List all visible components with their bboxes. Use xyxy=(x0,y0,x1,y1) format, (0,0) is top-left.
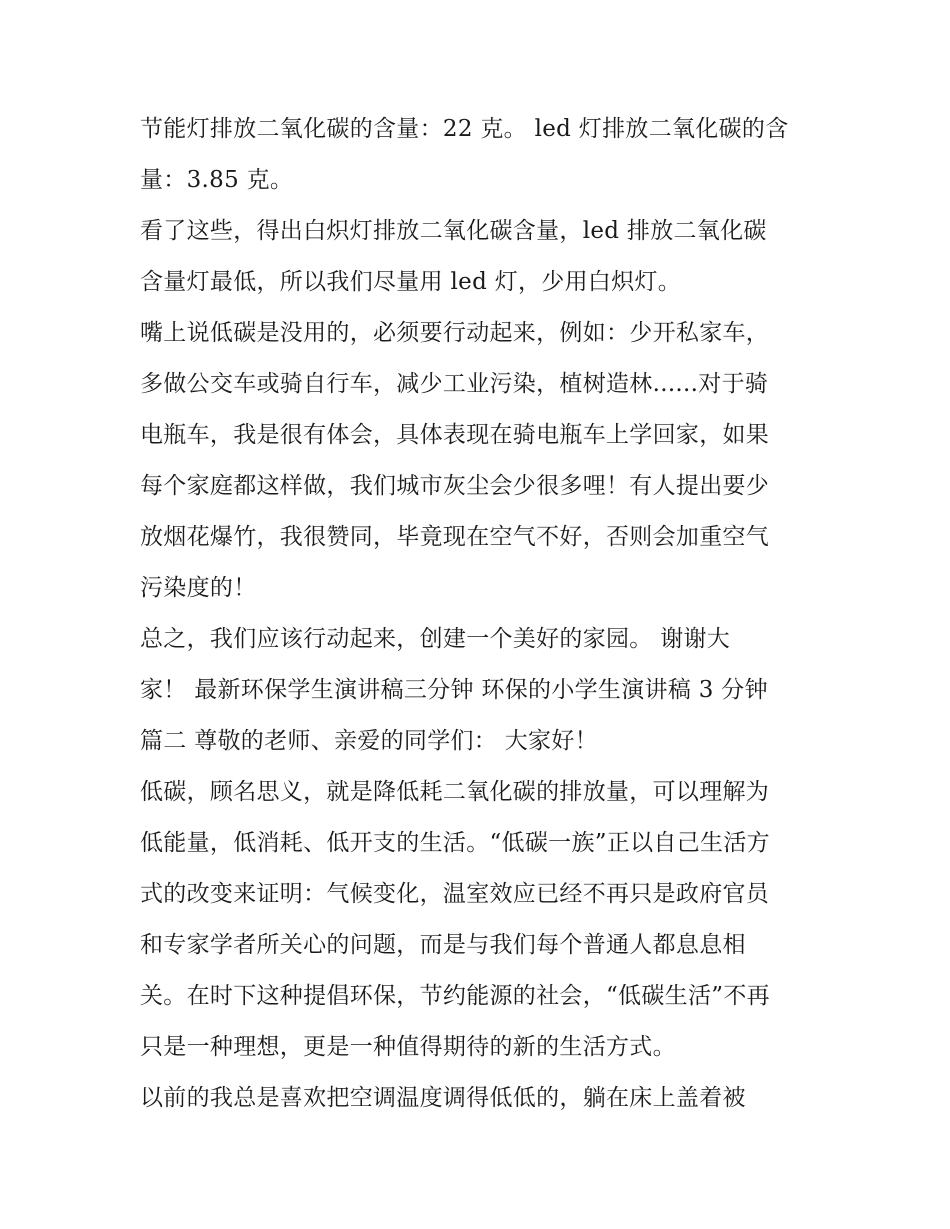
document-body xyxy=(140,106,820,1126)
text-line: 量：3.85 克。 xyxy=(140,167,294,193)
text-line: 只是一种理想，更是一种值得期待的新的生活方式。 xyxy=(140,1034,676,1060)
text-line: 家！ 最新环保学生演讲稿三分钟 环保的小学生演讲稿 3 分钟 xyxy=(140,677,768,703)
text-line: 污染度的！ xyxy=(140,575,257,601)
text-line: 含量灯最低，所以我们尽量用 led 灯，少用白炽灯。 xyxy=(140,269,682,295)
text-line: 篇二 尊敬的老师、亲爱的同学们： 大家好！ xyxy=(140,728,598,754)
text-line: 关。在时下这种提倡环保，节约能源的社会，“低碳生活”不再 xyxy=(140,983,770,1009)
text-line: 式的改变来证明：气候变化，温室效应已经不再只是政府官员 xyxy=(140,881,770,907)
text-line: 总之，我们应该行动起来，创建一个美好的家园。 谢谢大 xyxy=(140,626,731,652)
text-line: 电瓶车，我是很有体会，具体表现在骑电瓶车上学回家，如果 xyxy=(140,422,770,448)
text-line: 多做公交车或骑自行车，减少工业污染，植树造林......对于骑 xyxy=(140,371,769,397)
text-line: 嘴上说低碳是没用的，必须要行动起来，例如：少开私家车， xyxy=(140,320,770,346)
text-line: 每个家庭都这样做，我们城市灰尘会少很多哩！有人提出要少 xyxy=(140,473,770,499)
text-line: 节能灯排放二氧化碳的含量：22 克。 led 灯排放二氧化碳的含 xyxy=(140,116,789,142)
text-line: 低碳，顾名思义，就是降低耗二氧化碳的排放量，可以理解为 xyxy=(140,779,770,805)
text-line: 放烟花爆竹，我很赞同，毕竟现在空气不好，否则会加重空气 xyxy=(140,524,770,550)
text-line: 以前的我总是喜欢把空调温度调得低低的，躺在床上盖着被 xyxy=(140,1085,746,1111)
text-line: 和专家学者所关心的问题，而是与我们每个普通人都息息相 xyxy=(140,932,746,958)
text-line: 低能量，低消耗、低开支的生活。“低碳一族”正以自己生活方 xyxy=(140,830,770,856)
text-line: 看了这些，得出白炽灯排放二氧化碳含量，led 排放二氧化碳 xyxy=(140,218,767,244)
